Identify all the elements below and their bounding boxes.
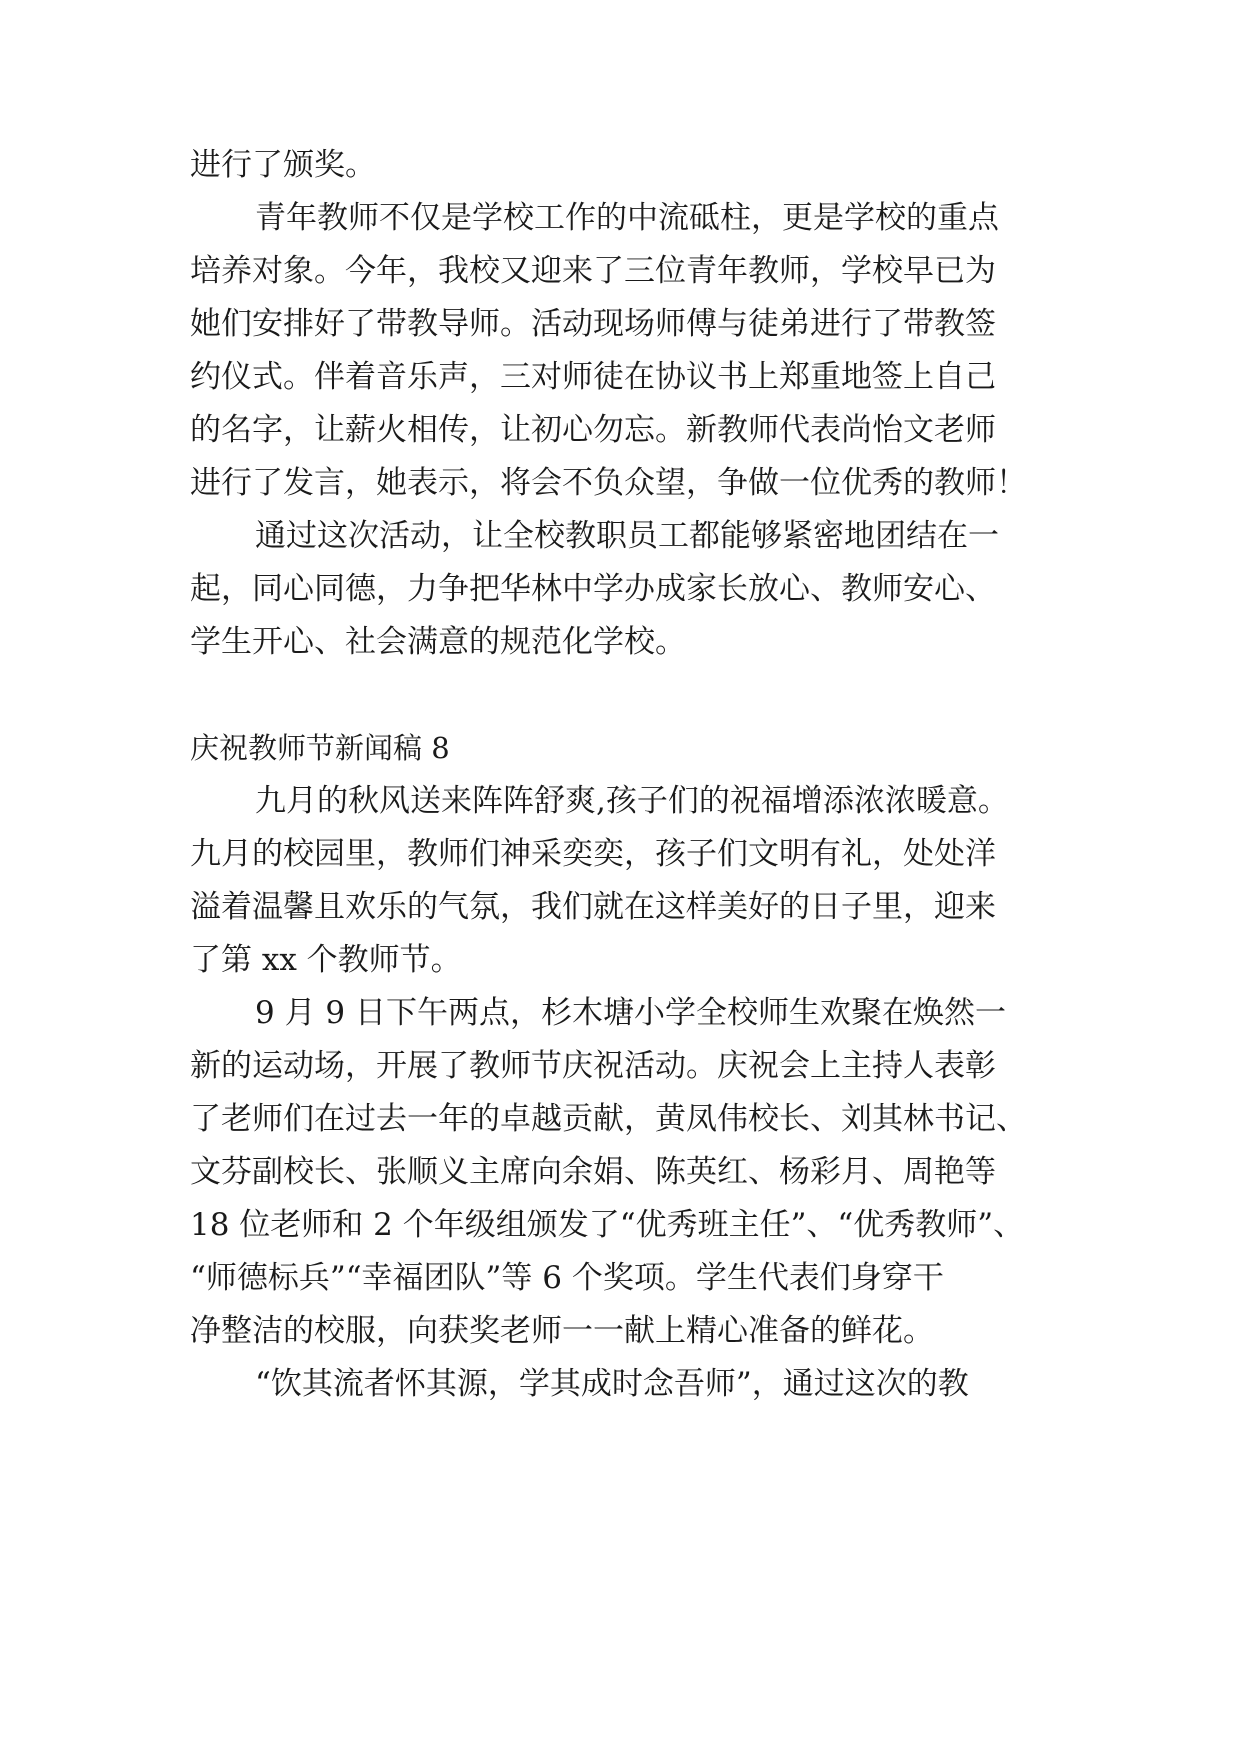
- paragraph-line: 青年教师不仅是学校工作的中流砥柱，更是学校的重点: [255, 200, 999, 236]
- paragraph-line: 她们安排好了带教导师。活动现场师傅与徒弟进行了带教签: [190, 306, 996, 342]
- paragraph-line: 18 位老师和 2 个年级组颁发了“优秀班主任”、“优秀教师”、: [190, 1207, 1025, 1243]
- paragraph-line: 新的运动场，开展了教师节庆祝活动。庆祝会上主持人表彰: [190, 1048, 996, 1084]
- paragraph-line: 通过这次活动，让全校教职员工都能够紧密地团结在一: [255, 518, 999, 554]
- paragraph-line: 9 月 9 日下午两点，杉木塘小学全校师生欢聚在焕然一: [255, 995, 1007, 1031]
- paragraph-line: 学生开心、社会满意的规范化学校。: [190, 624, 686, 660]
- section-heading: 庆祝教师节新闻稿 8: [190, 731, 450, 765]
- paragraph-line: 九月的校园里，教师们神采奕奕，孩子们文明有礼，处处洋: [190, 836, 996, 872]
- paragraph-line: 进行了颁奖。: [190, 147, 376, 183]
- paragraph-line: 的名字，让薪火相传，让初心勿忘。新教师代表尚怡文老师: [190, 412, 996, 448]
- paragraph-line: 溢着温馨且欢乐的气氛，我们就在这样美好的日子里，迎来: [190, 889, 996, 925]
- paragraph-line: 文芬副校长、张顺义主席向余娟、陈英红、杨彩月、周艳等: [190, 1154, 996, 1190]
- paragraph-line: 了第 xx 个教师节。: [190, 942, 462, 978]
- paragraph-line: 净整洁的校服，向获奖老师一一献上精心准备的鲜花。: [190, 1313, 934, 1349]
- paragraph-line: 进行了发言，她表示，将会不负众望，争做一位优秀的教师！: [190, 465, 1027, 501]
- paragraph-line: 了老师们在过去一年的卓越贡献，黄凤伟校长、刘其林书记、: [190, 1101, 1027, 1137]
- paragraph-line: 约仪式。伴着音乐声，三对师徒在协议书上郑重地签上自己: [190, 359, 996, 395]
- paragraph-line: 培养对象。今年，我校又迎来了三位青年教师，学校早已为: [190, 253, 996, 289]
- paragraph-line: 九月的秋风送来阵阵舒爽,孩子们的祝福增添浓浓暖意。: [255, 783, 1009, 819]
- paragraph-line: “师德标兵”“幸福团队”等 6 个奖项。学生代表们身穿干: [190, 1260, 944, 1296]
- paragraph-line: 起，同心同德，力争把华林中学办成家长放心、教师安心、: [190, 571, 996, 607]
- paragraph-line: “饮其流者怀其源，学其成时念吾师”，通过这次的教: [255, 1366, 969, 1402]
